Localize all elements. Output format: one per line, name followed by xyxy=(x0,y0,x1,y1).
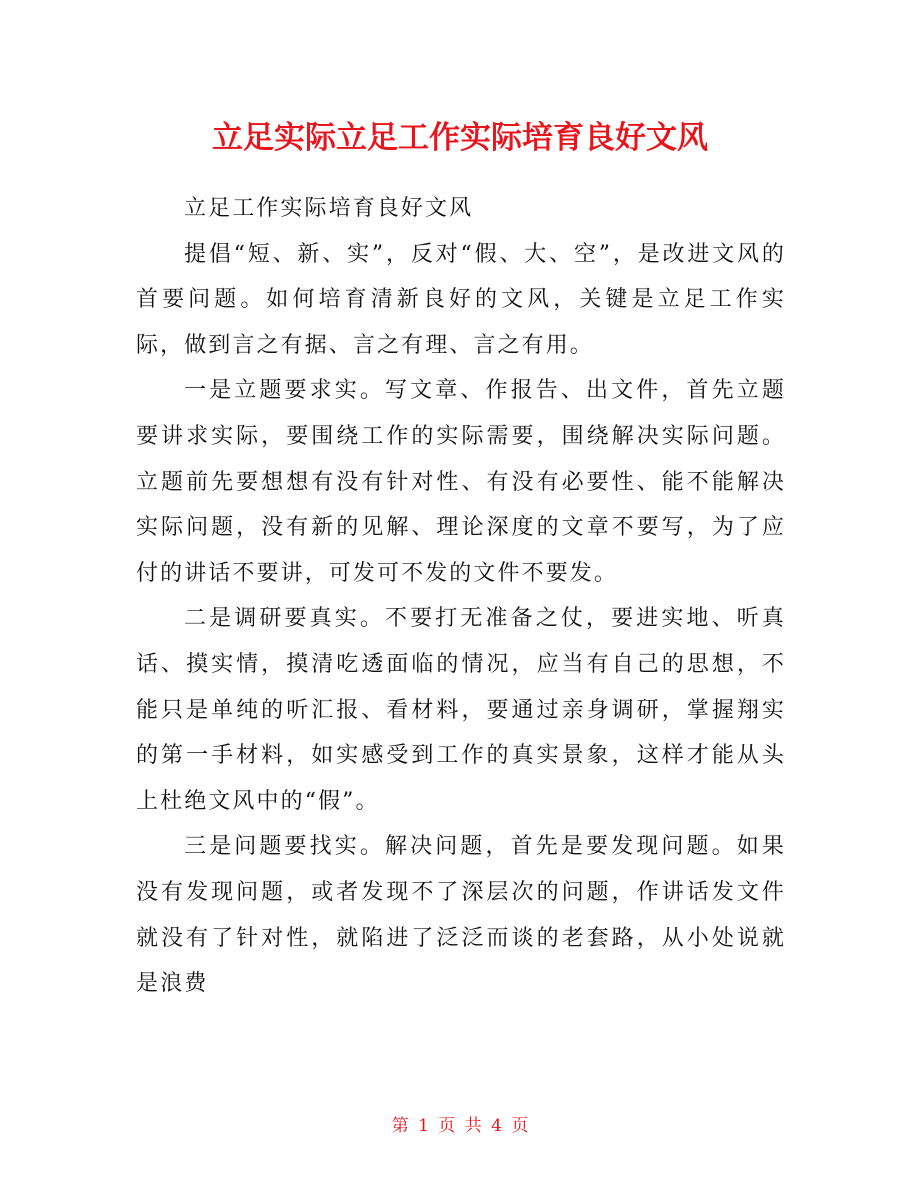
point-three-paragraph: 三是问题要找实。解决问题，首先是要发现问题。如果没有发现问题，或者发现不了深层次的问题，作讲话发文件就没有了针对性，就陷进了泛泛而谈的老套路，从小处说就是浪费 xyxy=(136,834,786,997)
footer-page-prefix: 第 xyxy=(391,1116,409,1136)
document-body xyxy=(136,186,786,1007)
page-footer xyxy=(0,1111,920,1141)
footer-current-page: 1 xyxy=(418,1116,429,1136)
footer-total-suffix: 页 xyxy=(511,1116,529,1136)
intro-paragraph: 提倡“短、新、实”，反对“假、大、空”，是改进文风的首要问题。如何培育清新良好的文风，关键是立足工作实际，做到言之有据、言之有理、言之有用。 xyxy=(136,241,786,358)
document-title: 立足实际立足工作实际培育良好文风 xyxy=(212,120,708,156)
footer-page-word: 页 xyxy=(438,1116,456,1136)
footer-total-prefix: 共 xyxy=(464,1116,482,1136)
point-two-paragraph: 二是调研要真实。不要打无准备之仗，要进实地、听真话、摸实情，摸清吃透面临的情况，应当有自己的思想，不能只是单纯的听汇报、看材料，要通过亲身调研，掌握翔实的第一手材料，如实感受到工作的真实景象，这样才能从头上杜绝文风中的“假”。 xyxy=(136,606,786,814)
footer-total-pages: 4 xyxy=(491,1116,502,1136)
point-one-paragraph: 一是立题要求实。写文章、作报告、出文件，首先立题要讲求实际，要围绕工作的实际需要，围绕解决实际问题。立题前先要想想有没有针对性、有没有必要性、能不能解决实际问题，没有新的见解、理论深度的文章不要写，为了应付的讲话不要讲，可发可不发的文件不要发。 xyxy=(136,378,786,586)
subtitle-paragraph: 立足工作实际培育良好文风 xyxy=(184,196,474,221)
